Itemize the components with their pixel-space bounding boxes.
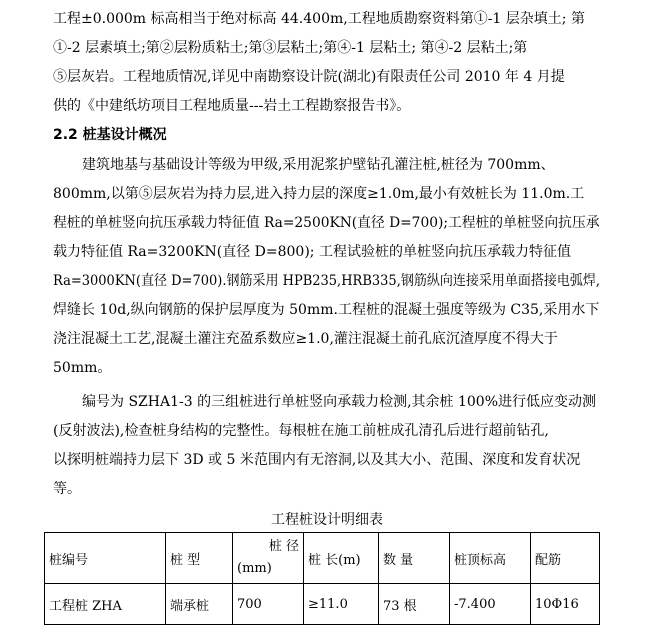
header-pile-diameter bbox=[233, 533, 304, 584]
text-line: 焊缝长 10d,纵向钢筋的保护层厚度为 50mm.工程桩的混凝土强度等级为 C35,采用水下 bbox=[53, 302, 600, 318]
table-header-row bbox=[45, 533, 600, 584]
cell-quantity: 73 根 bbox=[379, 584, 450, 625]
cell-top-elevation: -7.400 bbox=[450, 584, 531, 625]
cell-pile-length: ≥11.0 bbox=[304, 584, 379, 625]
header-top-elevation: 桩顶标高 bbox=[450, 533, 531, 584]
header-pile-type: 桩 型 bbox=[166, 533, 233, 584]
header-diameter-unit: (mm) bbox=[237, 561, 272, 576]
table-caption: 工程桩设计明细表 bbox=[271, 512, 383, 528]
text-line: 50mm。 bbox=[53, 360, 112, 376]
section-heading: 2.2 桩基设计概况 bbox=[53, 127, 167, 143]
cell-pile-id: 工程桩 ZHA bbox=[45, 584, 166, 625]
text-line: 800mm,以第⑤层灰岩为持力层,进入持力层的深度≥1.0m,最小有效桩长为 11.0m.工 bbox=[53, 186, 585, 202]
header-pile-id: 桩编号 bbox=[45, 533, 166, 584]
cell-pile-type: 端承桩 bbox=[166, 584, 233, 625]
text-line: 等。 bbox=[53, 481, 81, 497]
header-quantity: 数 量 bbox=[379, 533, 450, 584]
text-line: Ra=3000KN(直径 D=700).钢筋采用 HPB235,HRB335,钢筋纵向连接采用单面搭接电弧焊, bbox=[53, 273, 600, 289]
text-line: ⑤层灰岩。工程地质情况,详见中南勘察设计院(湖北)有限责任公司 2010 年 4 月提 bbox=[53, 69, 565, 85]
text-line: 以探明桩端持力层下 3D 或 5 米范围内有无溶洞,以及其大小、范围、深度和发育状况 bbox=[53, 452, 581, 468]
text-line: ①-2 层素填土;第②层粉质粘土;第③层粘土;第④-1 层粘土; 第④-2 层粘土;第 bbox=[53, 40, 528, 56]
text-line: 建筑地基与基础设计等级为甲级,采用泥浆护壁钻孔灌注桩,桩径为 700mm、 bbox=[82, 157, 555, 173]
text-line: 程桩的单桩竖向抗压承载力特征值 Ra=2500KN(直径 D=700);工程桩的单桩竖向抗压承 bbox=[53, 215, 600, 231]
pile-design-table bbox=[44, 532, 600, 625]
cell-pile-diameter: 700 bbox=[233, 584, 304, 625]
text-line: 工程±0.000m 标高相当于绝对标高 44.400m,工程地质勘察资料第①-1 层杂填土; 第 bbox=[53, 11, 585, 27]
table-row bbox=[45, 584, 600, 625]
cell-reinforcement: 10Φ16 bbox=[531, 584, 600, 625]
text-line: (反射波法),检查桩身结构的完整性。每根桩在施工前桩成孔清孔后进行超前钻孔, bbox=[53, 423, 549, 439]
header-pile-length: 桩 长(m) bbox=[304, 533, 379, 584]
text-line: 供的《中建纸坊项目工程地质量---岩土工程勘察报告书》。 bbox=[53, 98, 411, 114]
text-line: 浇注混凝土工艺,混凝土灌注充盈系数应≥1.0,灌注混凝土前孔底沉渣厚度不得大于 bbox=[53, 331, 558, 347]
header-reinforcement: 配筋 bbox=[531, 533, 600, 584]
text-line: 载力特征值 Ra=3200KN(直径 D=800); 工程试验桩的单桩竖向抗压承载力特征值 bbox=[53, 244, 571, 260]
header-diameter-label: 桩 径 bbox=[268, 539, 299, 554]
text-line: 编号为 SZHA1-3 的三组桩进行单桩竖向承载力检测,其余桩 100%进行低应变动测 bbox=[82, 394, 597, 410]
